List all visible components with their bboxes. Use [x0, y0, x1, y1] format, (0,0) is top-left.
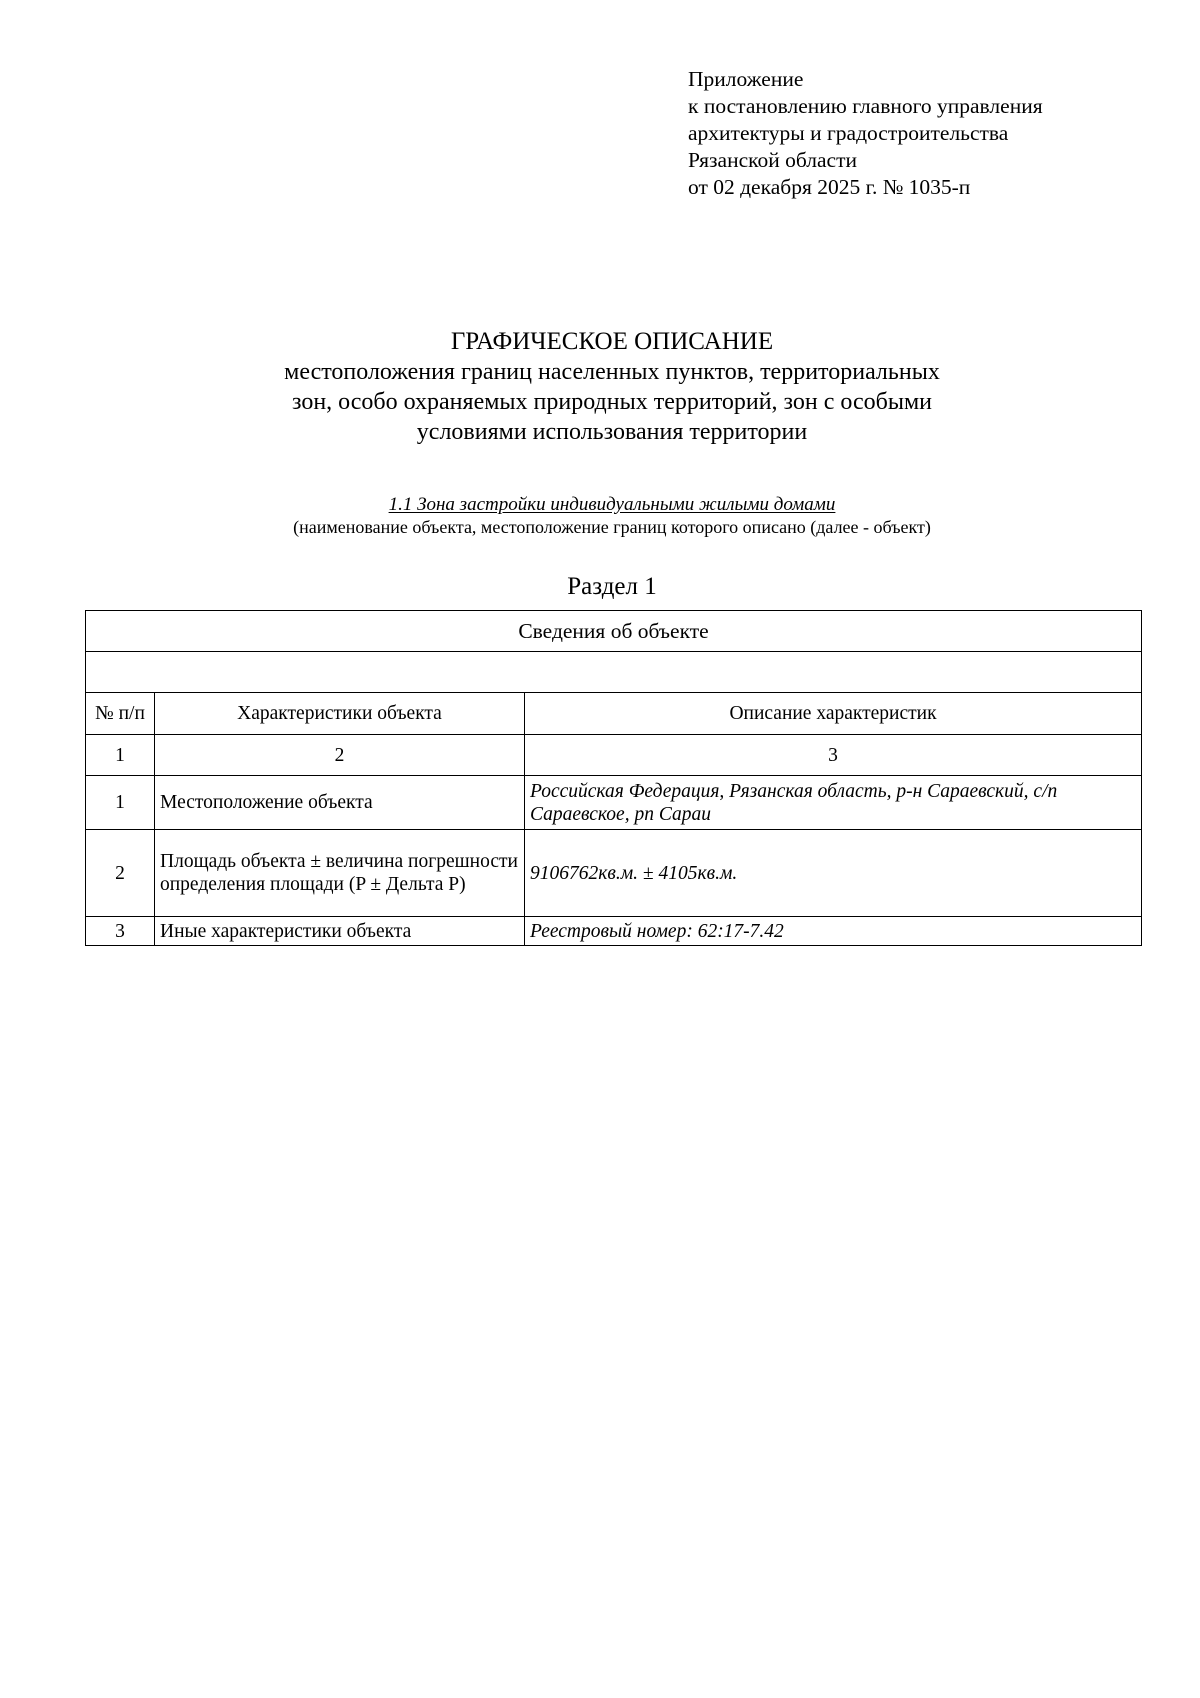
- row-number: 1: [86, 776, 155, 830]
- row-description: Реестровый номер: 62:17-7.42: [525, 917, 1142, 946]
- document-title-line: условиями использования территории: [416, 419, 808, 445]
- appendix-block: [688, 66, 1043, 201]
- table-column-numbers-row: [86, 735, 1142, 776]
- document-title-line: местоположения границ населенных пунктов, территориальных: [284, 359, 940, 385]
- table-empty-cell: [86, 652, 1142, 693]
- appendix-line: Рязанской области: [688, 148, 857, 172]
- table-empty-row: [86, 652, 1142, 693]
- table-header-row: [86, 611, 1142, 652]
- table-row: [86, 776, 1142, 830]
- object-name: 1.1 Зона застройки индивидуальными жилыми домами: [388, 494, 836, 515]
- appendix-line: Приложение: [688, 67, 804, 91]
- document-title-line: зон, особо охраняемых природных территорий, зон с особыми: [291, 389, 933, 415]
- object-name-caption: (наименование объекта, местоположение границ которого описано (далее - объект): [293, 517, 931, 537]
- row-description: Российская Федерация, Рязанская область, р-н Сараевский, с/п Сараевское, рп Сараи: [525, 776, 1142, 830]
- column-header-num: № п/п: [86, 693, 155, 735]
- table-columns-row: [86, 693, 1142, 735]
- column-number: 1: [86, 735, 155, 776]
- section-title: Раздел 1: [567, 573, 657, 600]
- appendix-line: от 02 декабря 2025 г. № 1035-п: [688, 175, 971, 199]
- row-number: 2: [86, 830, 155, 917]
- appendix-line: к постановлению главного управления: [688, 94, 1043, 118]
- table-row: [86, 830, 1142, 917]
- row-characteristic: Местоположение объекта: [155, 776, 525, 830]
- row-number: 3: [86, 917, 155, 946]
- row-description: 9106762кв.м. ± 4105кв.м.: [525, 830, 1142, 917]
- row-characteristic: Площадь объекта ± величина погрешности определения площади (P ± Дельта P): [155, 830, 525, 917]
- document-title-main: ГРАФИЧЕСКОЕ ОПИСАНИЕ: [450, 328, 774, 355]
- column-header-characteristic: Характеристики объекта: [155, 693, 525, 735]
- column-header-description: Описание характеристик: [525, 693, 1142, 735]
- document-title: [0, 326, 1200, 447]
- object-name-block: [0, 494, 1200, 538]
- table-header: Сведения об объекте: [86, 611, 1142, 652]
- column-number: 3: [525, 735, 1142, 776]
- object-info-table: [85, 610, 1142, 946]
- column-number: 2: [155, 735, 525, 776]
- table-row: [86, 917, 1142, 946]
- appendix-line: архитектуры и градостроительства: [688, 121, 1009, 145]
- row-characteristic: Иные характеристики объекта: [155, 917, 525, 946]
